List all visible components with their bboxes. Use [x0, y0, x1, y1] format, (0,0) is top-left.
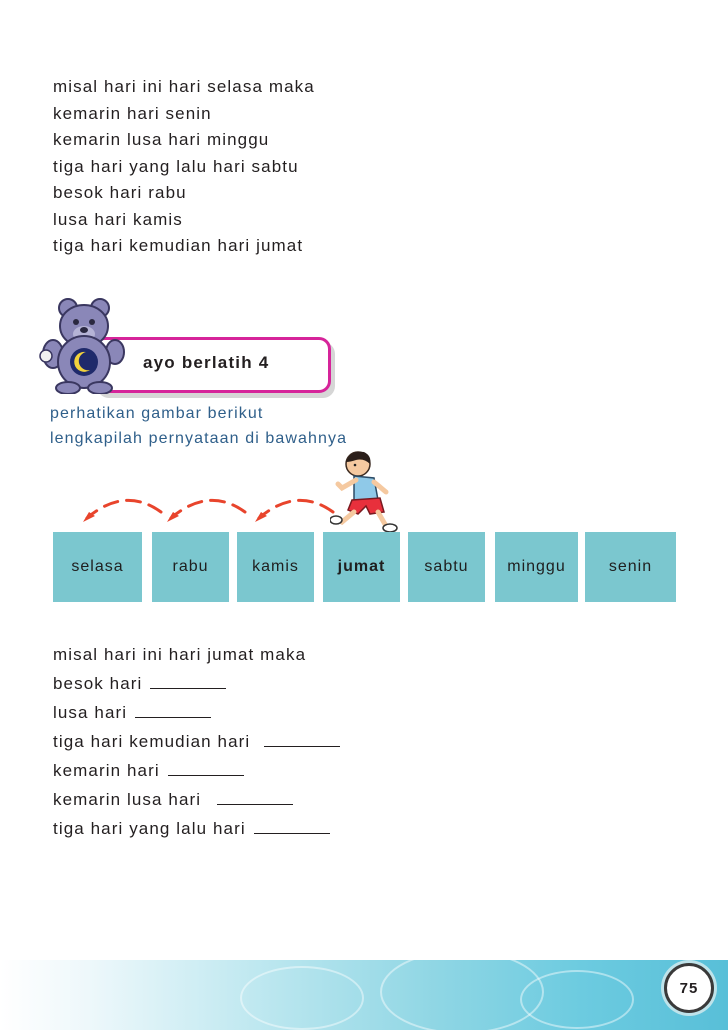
answer-blank[interactable] [168, 757, 244, 776]
exercise-line [53, 698, 340, 727]
dashed-arc-arrow-icon [75, 490, 355, 530]
intro-line: lusa hari kamis [53, 209, 183, 229]
exercise-prompt: kemarin lusa hari [53, 790, 202, 809]
day-box-selasa: selasa [53, 532, 142, 602]
intro-line: besok hari rabu [53, 183, 187, 202]
bear-mascot-icon [38, 294, 130, 394]
exercise-list [53, 640, 340, 843]
day-box-jumat: jumat [323, 532, 400, 602]
day-box-rabu: rabu [152, 532, 229, 602]
day-box-minggu: minggu [495, 532, 578, 602]
instruction-line: perhatikan gambar berikut [50, 405, 264, 422]
day-box-kamis: kamis [237, 532, 314, 602]
exercise-line [53, 785, 340, 814]
answer-blank[interactable] [217, 786, 293, 805]
exercise-line [53, 640, 340, 669]
exercise-prompt: lusa hari [53, 703, 128, 722]
answer-blank[interactable] [150, 670, 226, 689]
exercise-line [53, 727, 340, 756]
page-number: 75 [664, 963, 714, 1013]
answer-blank[interactable] [135, 699, 211, 718]
intro-line: kemarin hari senin [53, 103, 212, 123]
day-sequence [0, 532, 728, 604]
exercise-line [53, 814, 340, 843]
day-box-sabtu: sabtu [408, 532, 485, 602]
intro-line: misal hari ini hari selasa maka [53, 77, 315, 96]
swirl-decoration [520, 970, 634, 1029]
exercise-statement: misal hari ini hari jumat maka [53, 645, 307, 664]
exercise-prompt: kemarin hari [53, 761, 160, 780]
footer-decoration [0, 960, 728, 1030]
intro-line: kemarin lusa hari minggu [53, 130, 270, 149]
section-title: ayo berlatih 4 [143, 353, 270, 372]
swirl-decoration [240, 966, 364, 1030]
exercise-line [53, 756, 340, 785]
swirl-decoration [380, 950, 544, 1034]
exercise-prompt: tiga hari yang lalu hari [53, 819, 246, 838]
intro-line: tiga hari yang lalu hari sabtu [53, 156, 299, 176]
answer-blank[interactable] [264, 728, 340, 747]
instruction-line: lengkapilah pernyataan di bawahnya [50, 430, 348, 447]
day-box-senin: senin [585, 532, 676, 602]
exercise-line [53, 669, 340, 698]
intro-text [53, 74, 315, 260]
exercise-prompt: tiga hari kemudian hari [53, 732, 251, 751]
instructions [50, 401, 347, 451]
answer-blank[interactable] [254, 815, 330, 834]
exercise-prompt: besok hari [53, 674, 143, 693]
intro-line: tiga hari kemudian hari jumat [53, 236, 304, 255]
